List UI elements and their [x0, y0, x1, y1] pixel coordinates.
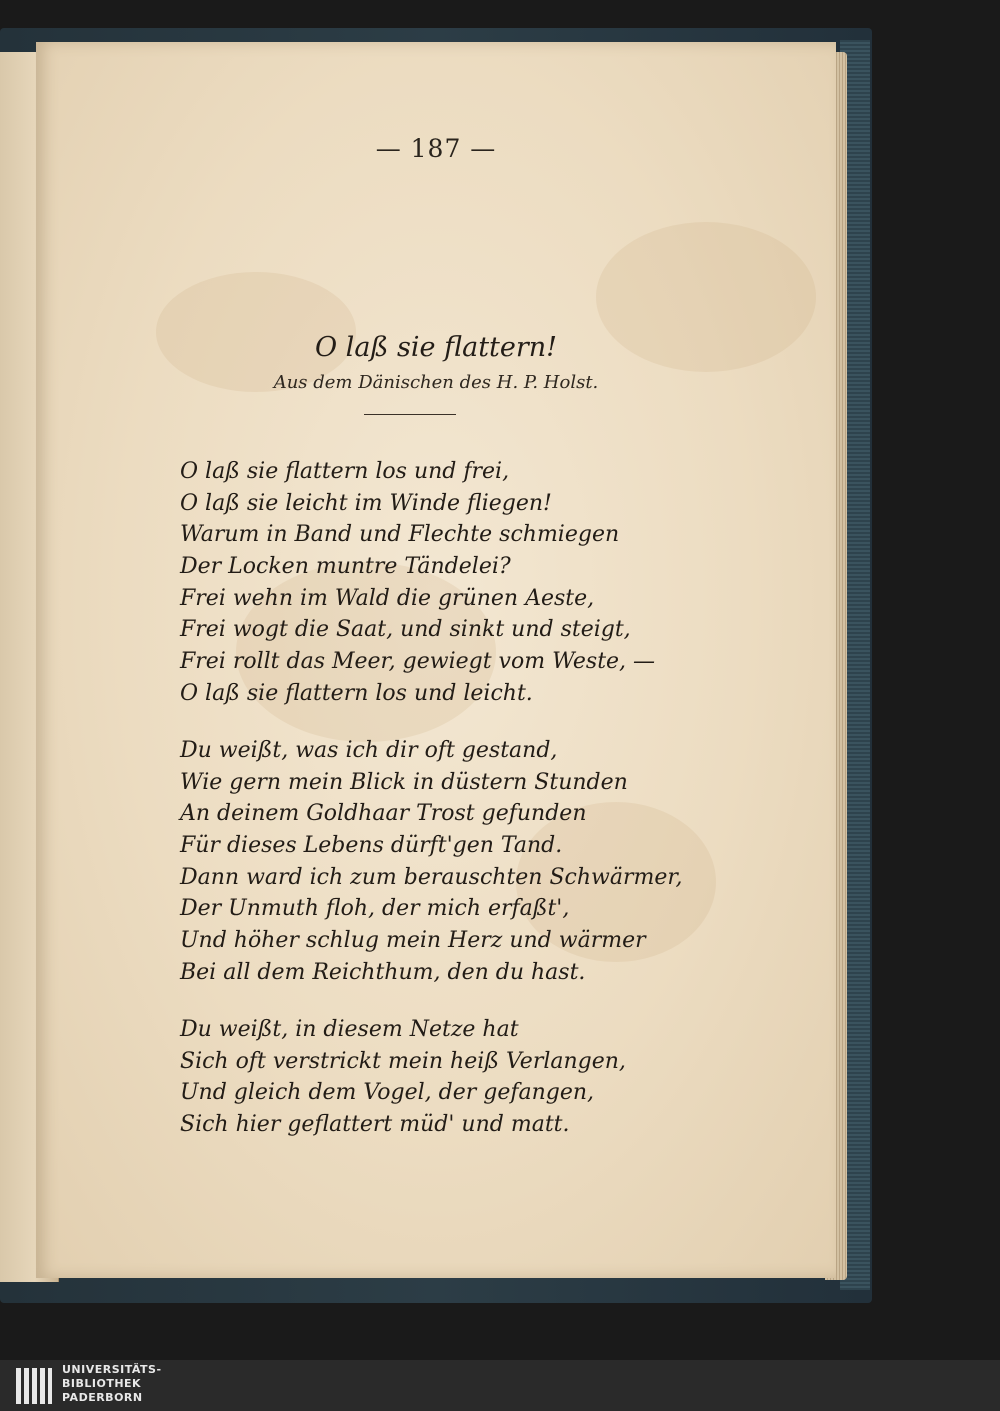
- verse-line: Frei wogt die Saat, und sinkt und steigt,: [180, 617, 631, 643]
- stanza: [180, 1014, 830, 1141]
- page-number: — 187 —: [375, 134, 497, 163]
- verse-line: O laß sie flattern los und frei,: [180, 459, 510, 484]
- title-divider: [364, 414, 456, 415]
- verse-line: Wie gern mein Blick in düstern Stunden: [180, 769, 628, 795]
- logo-line: PADERBORN: [62, 1391, 143, 1404]
- verse-line: Für dieses Lebens dürft'gen Tand.: [180, 833, 563, 859]
- logo-line: BIBLIOTHEK: [62, 1377, 142, 1390]
- verse-line: Frei rollt das Meer, gewiegt vom Weste, —: [180, 649, 656, 675]
- book-page: [36, 42, 836, 1278]
- verse-line: Du weißt, in diesem Netze hat: [180, 1017, 519, 1042]
- poem-title: O laß sie flattern!: [314, 332, 558, 363]
- verse-line: Und gleich dem Vogel, der gefangen,: [180, 1080, 595, 1106]
- verse-line: An deinem Goldhaar Trost gefunden: [180, 801, 587, 827]
- verse-line: Und höher schlug mein Herz und wärmer: [180, 928, 646, 954]
- verse-line: Dann ward ich zum berauschten Schwärmer,: [180, 864, 683, 890]
- verse-line: Der Locken muntre Tändelei?: [180, 554, 511, 580]
- stanza: [180, 735, 830, 989]
- verse-line: Du weißt, was ich dir oft gestand,: [180, 738, 558, 763]
- verse-line: Sich hier geflattert müd' und matt.: [180, 1112, 570, 1138]
- verse-line: Frei wehn im Wald die grünen Aeste,: [180, 585, 595, 611]
- poem-subtitle: Aus dem Dänischen des H. P. Holst.: [273, 372, 599, 393]
- verse-line: Der Unmuth floh, der mich erfaßt',: [180, 896, 570, 922]
- verse-line: O laß sie flattern los und leicht.: [180, 680, 533, 706]
- library-logo-text: [62, 1363, 262, 1405]
- verse-line: Warum in Band und Flechte schmiegen: [180, 522, 620, 548]
- logo-line: UNIVERSITÄTS-: [62, 1363, 162, 1376]
- stanza: [180, 456, 830, 710]
- library-logo-icon: [14, 1364, 54, 1408]
- verse-line: Bei all dem Reichthum, den du hast.: [180, 959, 586, 985]
- verse-line: Sich oft verstrickt mein heiß Verlangen,: [180, 1048, 626, 1074]
- verse-line: O laß sie leicht im Winde fliegen!: [180, 490, 552, 516]
